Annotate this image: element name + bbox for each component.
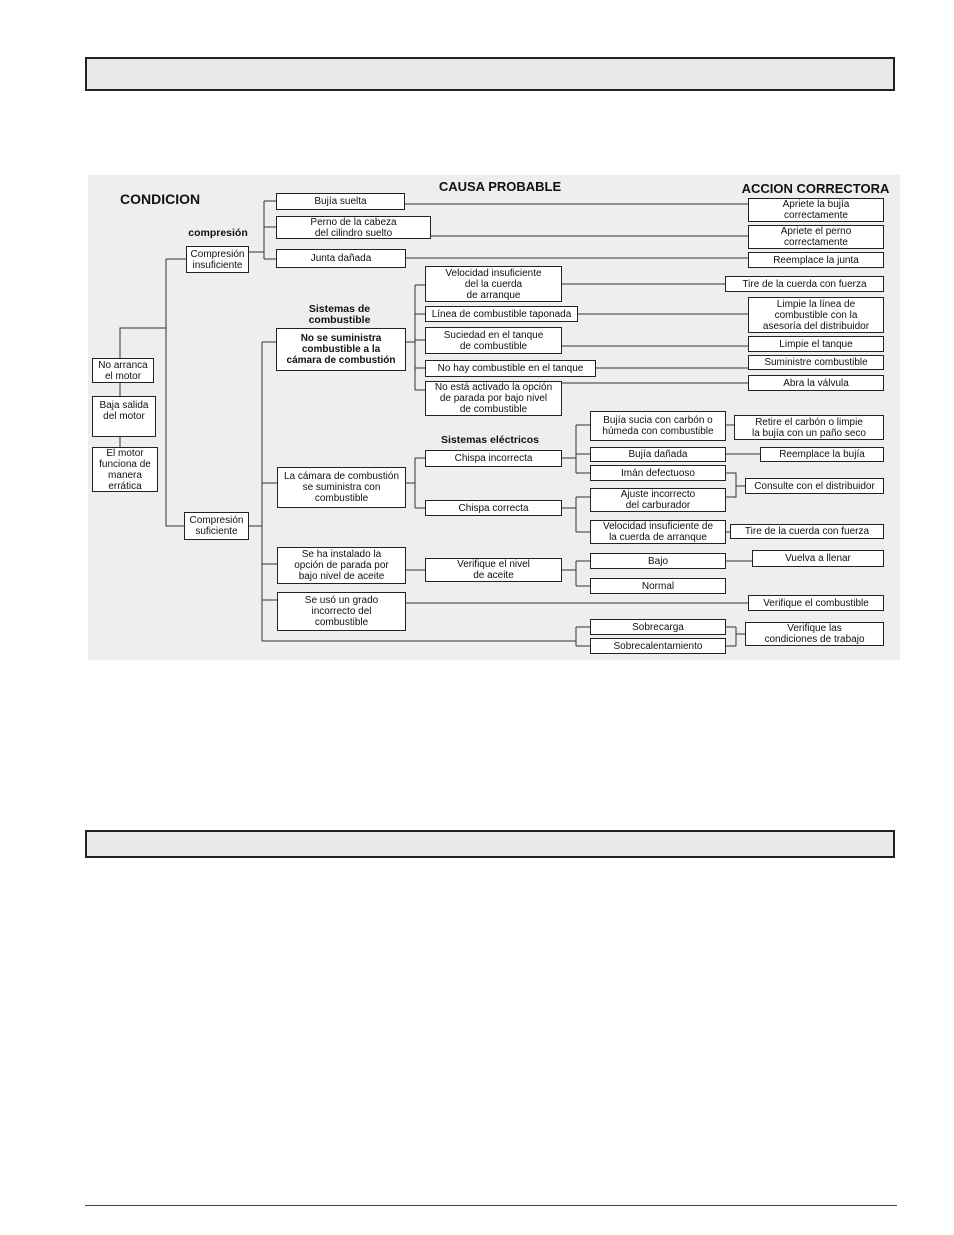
condition-erratica: El motor funciona de manera errática [92,447,158,492]
elec-bujia-sucia: Bujía sucia con carbón o húmeda con combustible [590,411,726,441]
action-vuelva-llenar: Vuelva a llenar [752,550,884,567]
action-retire-carbon: Retire el carbón o limpie la bujía con un paño seco [734,415,884,440]
elec-bujia-danada: Bujía dañada [590,447,726,462]
header-condicion: CONDICION [120,191,201,207]
compresion-suficiente: Compresión suficiente [184,512,249,540]
action-limpie-tanque: Limpie el tanque [748,336,884,352]
oil-verifique-nivel: Verifique el nivel de aceite [425,558,562,582]
header-accion-correctora: ACCION CORRECTORA [741,181,890,196]
cause-camara-suministra: La cámara de combustión se suministra con combustible [277,467,406,508]
action-suministre-combustible: Suministre combustible [748,355,884,370]
fuel-velocidad-cuerda: Velocidad insuficiente del la cuerda de arranque [425,266,562,302]
fuel-no-hay-combustible: No hay combustible en el tanque [425,360,596,377]
action-reemplace-junta: Reemplace la junta [748,252,884,268]
action-consulte-distribuidor: Consulte con el distribuidor [745,478,884,494]
oil-normal: Normal [590,578,726,594]
action-apriete-perno: Apriete el perno correctamente [748,225,884,249]
action-verifique-condiciones: Verifique las condiciones de trabajo [745,622,884,646]
compresion-insuficiente: Compresión insuficiente [186,246,249,273]
elec-chispa-incorrecta: Chispa incorrecta [425,450,562,467]
cause-perno-cabeza: Perno de la cabeza del cilindro suelto [276,216,431,239]
cause-junta-danada: Junta dañada [276,249,406,268]
condition-no-arranca: No arranca el motor [92,358,154,383]
action-tire-cuerda-2: Tire de la cuerda con fuerza [730,524,884,539]
condition-baja-salida: Baja salida del motor [92,396,156,437]
action-limpie-linea: Limpie la línea de combustible con la asesoría del distribuidor [748,297,884,333]
action-verifique-combustible: Verifique el combustible [748,595,884,611]
action-abra-valvula: Abra la válvula [748,375,884,391]
cause-bujia-suelta: Bujía suelta [276,193,405,210]
label-sistemas-combustible: Sistemas de combustible [308,303,371,326]
cause-sobrecalentamiento: Sobrecalentamiento [590,638,726,654]
footer-rule [85,1205,897,1206]
oil-bajo: Bajo [590,553,726,569]
cause-grado-incorrecto: Se usó un grado incorrecto del combustible [277,592,406,631]
fuel-linea-taponada: Línea de combustible taponada [425,306,578,322]
label-sistemas-electricos: Sistemas eléctricos [440,434,540,446]
action-apriete-bujia: Apriete la bujía correctamente [748,198,884,222]
fuel-suciedad-tanque: Suciedad en el tanque de combustible [425,327,562,354]
elec-velocidad-cuerda: Velocidad insuficiente de la cuerda de arranque [590,520,726,544]
fuel-no-activado: No está activado la opción de parada por bajo nivel de combustible [425,381,562,416]
elec-chispa-correcta: Chispa correcta [425,500,562,516]
action-tire-cuerda: Tire de la cuerda con fuerza [725,276,884,292]
elec-iman-defectuoso: Imán defectuoso [590,465,726,481]
elec-ajuste-carburador: Ajuste incorrecto del carburador [590,488,726,512]
cause-parada-aceite: Se ha instalado la opción de parada por bajo nivel de aceite [277,547,406,584]
cause-sobrecarga: Sobrecarga [590,619,726,635]
header-causa-probable: CAUSA PROBABLE [438,179,562,194]
action-reemplace-bujia: Reemplace la bujía [760,447,884,462]
label-compresion: compresión [188,227,248,239]
cause-no-suministra: No se suministra combustible a la cámara de combustión [276,328,406,371]
